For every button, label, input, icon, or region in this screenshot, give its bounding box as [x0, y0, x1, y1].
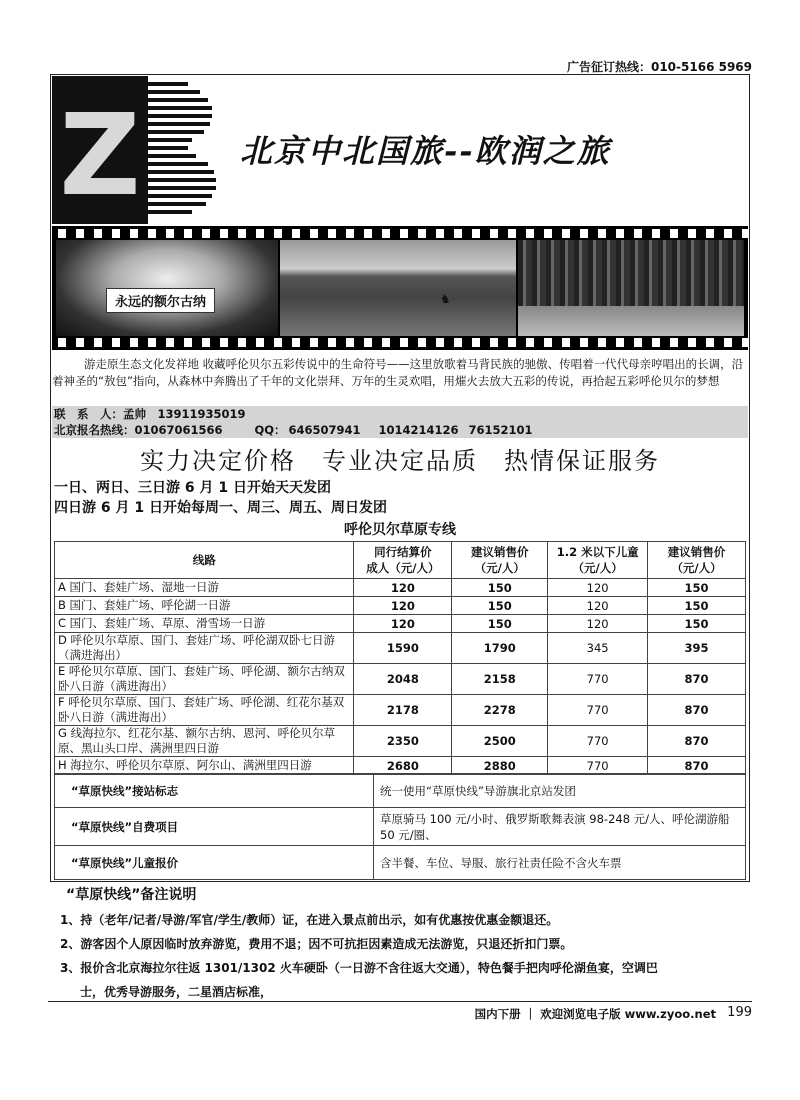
child-retail-cell: 150: [648, 579, 746, 597]
footer-text: 国内下册 ｜ 欢迎浏览电子版 www.zyoo.net: [474, 1007, 716, 1021]
photo-grassland-sunset: [56, 240, 278, 336]
adult-net-cell: 1590: [354, 633, 452, 664]
child-net-cell: 120: [548, 597, 648, 615]
header-child-retail-text: 建议销售价 （元/人）: [667, 545, 726, 575]
table-row: [55, 633, 746, 664]
contact-person-label: 联 系 人：: [54, 407, 123, 421]
adult-retail-cell: 2880: [452, 757, 548, 775]
note-item: 士，优秀导游服务，二星酒店标准，: [80, 985, 273, 999]
child-retail-cell: 150: [648, 597, 746, 615]
header-child-net: [548, 542, 648, 579]
notes-section: [54, 884, 746, 1004]
header-adult-net-text: 同行结算价 成人（元/人）: [366, 545, 440, 575]
child-retail-cell: 395: [648, 633, 746, 664]
adult-net-cell: 120: [354, 597, 452, 615]
adult-net-cell: 2350: [354, 726, 452, 757]
table-row: [55, 579, 746, 597]
note-item: 2、游客因个人原因临时放弃游览，费用不退；因不可抗拒因素造成无法游览，只退还折扣门票。: [60, 937, 573, 951]
extras-row: [55, 808, 746, 846]
extras-value: 含半餐、车位、导服、旅行社责任险不含火车票: [374, 846, 746, 880]
table-row: [55, 615, 746, 633]
adult-net-cell: 2680: [354, 757, 452, 775]
adult-net-cell: 2048: [354, 664, 452, 695]
child-net-cell: 770: [548, 695, 648, 726]
table-row: [55, 597, 746, 615]
departure-line-2: 四日游 6 月 1 日开始每周一、周三、周五、周日发团: [54, 500, 387, 516]
extras-row: [55, 846, 746, 880]
departure-line-1: 一日、两日、三日游 6 月 1 日开始天天发团: [54, 480, 331, 496]
qq-number-3: 76152101: [468, 423, 533, 437]
route-cell: H 海拉尔、呼伦贝尔草原、阿尔山、满洲里四日游: [55, 757, 354, 775]
extras-key: “草原快线”儿童报价: [55, 846, 374, 880]
banner-photos: [52, 226, 748, 350]
extras-key: “草原快线”自费项目: [55, 808, 374, 846]
route-cell: A 国门、套娃广场、湿地一日游: [55, 579, 354, 597]
adult-retail-cell: 2158: [452, 664, 548, 695]
header-adult-net: [354, 542, 452, 579]
route-cell: C 国门、套娃广场、草原、滑雪场一日游: [55, 615, 354, 633]
child-net-cell: 120: [548, 615, 648, 633]
child-net-cell: 345: [548, 633, 648, 664]
child-net-cell: 120: [548, 579, 648, 597]
page-number: 199: [727, 1005, 752, 1020]
contact-person-row: [52, 406, 748, 422]
child-retail-cell: 870: [648, 726, 746, 757]
extras-value: 统一使用“草原快线”导游旗北京站发团: [374, 774, 746, 808]
child-retail-cell: 870: [648, 757, 746, 775]
hotline-label: 北京报名热线：: [54, 423, 135, 437]
child-net-cell: 770: [548, 757, 648, 775]
child-net-cell: 770: [548, 664, 648, 695]
table-header-row: [55, 542, 746, 579]
header-adult-retail-text: 建议销售价 （元/人）: [471, 545, 529, 575]
adult-net-cell: 2178: [354, 695, 452, 726]
zb-logo: [52, 76, 236, 224]
header-adult-retail: [452, 542, 548, 579]
adult-retail-cell: 150: [452, 579, 548, 597]
adult-retail-cell: 150: [452, 597, 548, 615]
child-retail-cell: 870: [648, 695, 746, 726]
table-row: [55, 664, 746, 695]
route-cell: D 呼伦贝尔草原、国门、套娃广场、呼伦湖双卧七日游（满进海出）: [55, 633, 354, 664]
table-row: [55, 695, 746, 726]
price-table: [54, 541, 746, 775]
child-retail-cell: 150: [648, 615, 746, 633]
photo-forest: [518, 240, 744, 336]
brand-title: 北京中北国旅--欧润之旅: [240, 132, 611, 170]
child-retail-cell: 870: [648, 664, 746, 695]
film-perforation-top: [52, 229, 748, 238]
table-row: [55, 726, 746, 757]
qq-number-1: 646507941: [288, 423, 361, 437]
header-child-retail: [648, 542, 746, 579]
adult-retail-cell: 1790: [452, 633, 548, 664]
note-item: 3、报价含北京海拉尔往返 1301/1302 火车硬卧（一日游不含往返大交通），特色餐手把肉呼伦湖鱼宴，空调巴: [60, 961, 658, 975]
extras-value: 草原骑马 100 元/小时、俄罗斯歌舞表演 98-248 元/人、呼伦湖游船 50 元/圈、: [374, 808, 746, 846]
horse-rider-icon: ♞: [440, 292, 451, 306]
table-title: 呼伦贝尔草原专线: [344, 522, 456, 538]
qq-number-2: 1014214126: [378, 423, 459, 437]
extras-key: “草原快线”接站标志: [55, 774, 374, 808]
page-footer: [48, 1001, 752, 1021]
extras-table: [54, 773, 746, 880]
adult-net-cell: 120: [354, 615, 452, 633]
child-net-cell: 770: [548, 726, 648, 757]
qq-label: QQ：: [254, 423, 286, 437]
notes-title: “草原快线”备注说明: [66, 887, 197, 903]
route-cell: B 国门、套娃广场、呼伦湖一日游: [55, 597, 354, 615]
adult-net-cell: 120: [354, 579, 452, 597]
logo-letter: Z: [59, 91, 141, 221]
contact-hotline-row: [52, 422, 748, 438]
intro-text: 游走原生态文化发祥地 收藏呼伦贝尔五彩传说中的生命符号——这里放歌着马背民族的驰傲、传唱着一代代母亲哼唱出的长调，沿着神圣的“敖包”指向，从森林中奔腾出了千年的文化崇拜、万年的生灵欢唱，用熣火去放大五彩的传说，再拾起五彩呼伦贝尔的梦想: [52, 357, 744, 388]
note-item: 1、持（老年/记者/导游/军官/学生/教师）证，在进入景点前出示，如有优惠按优惠金额退还。: [60, 913, 559, 927]
contact-box: [52, 406, 748, 438]
route-cell: G 线海拉尔、红花尔基、额尔古纳、恩河、呼伦贝尔草原、黑山头口岸、满洲里四日游: [55, 726, 354, 757]
banner-caption: 永远的额尔古纳: [106, 288, 215, 313]
ad-hotline: 广告征订热线：010-5166 5969: [566, 60, 752, 74]
film-perforation-bottom: [52, 338, 748, 347]
hotline-number: 01067061566: [134, 423, 223, 437]
adult-retail-cell: 150: [452, 615, 548, 633]
table-row: [55, 757, 746, 775]
adult-retail-cell: 2500: [452, 726, 548, 757]
contact-person: 孟帅 13911935019: [123, 407, 246, 421]
photo-horse-rider: [280, 240, 516, 336]
logo-stripes: [148, 82, 225, 220]
header-route: 线路: [55, 542, 354, 579]
extras-row: [55, 774, 746, 808]
slogan: 实力决定价格 专业决定品质 热情保证服务: [140, 447, 660, 475]
adult-retail-cell: 2278: [452, 695, 548, 726]
route-cell: E 呼伦贝尔草原、国门、套娃广场、呼伦湖、额尔古纳双卧八日游（满进海出）: [55, 664, 354, 695]
route-cell: F 呼伦贝尔草原、国门、套娃广场、呼伦湖、红花尔基双卧八日游（满进海出）: [55, 695, 354, 726]
header-child-net-text: 1.2 米以下儿童 （元/人）: [556, 545, 639, 575]
